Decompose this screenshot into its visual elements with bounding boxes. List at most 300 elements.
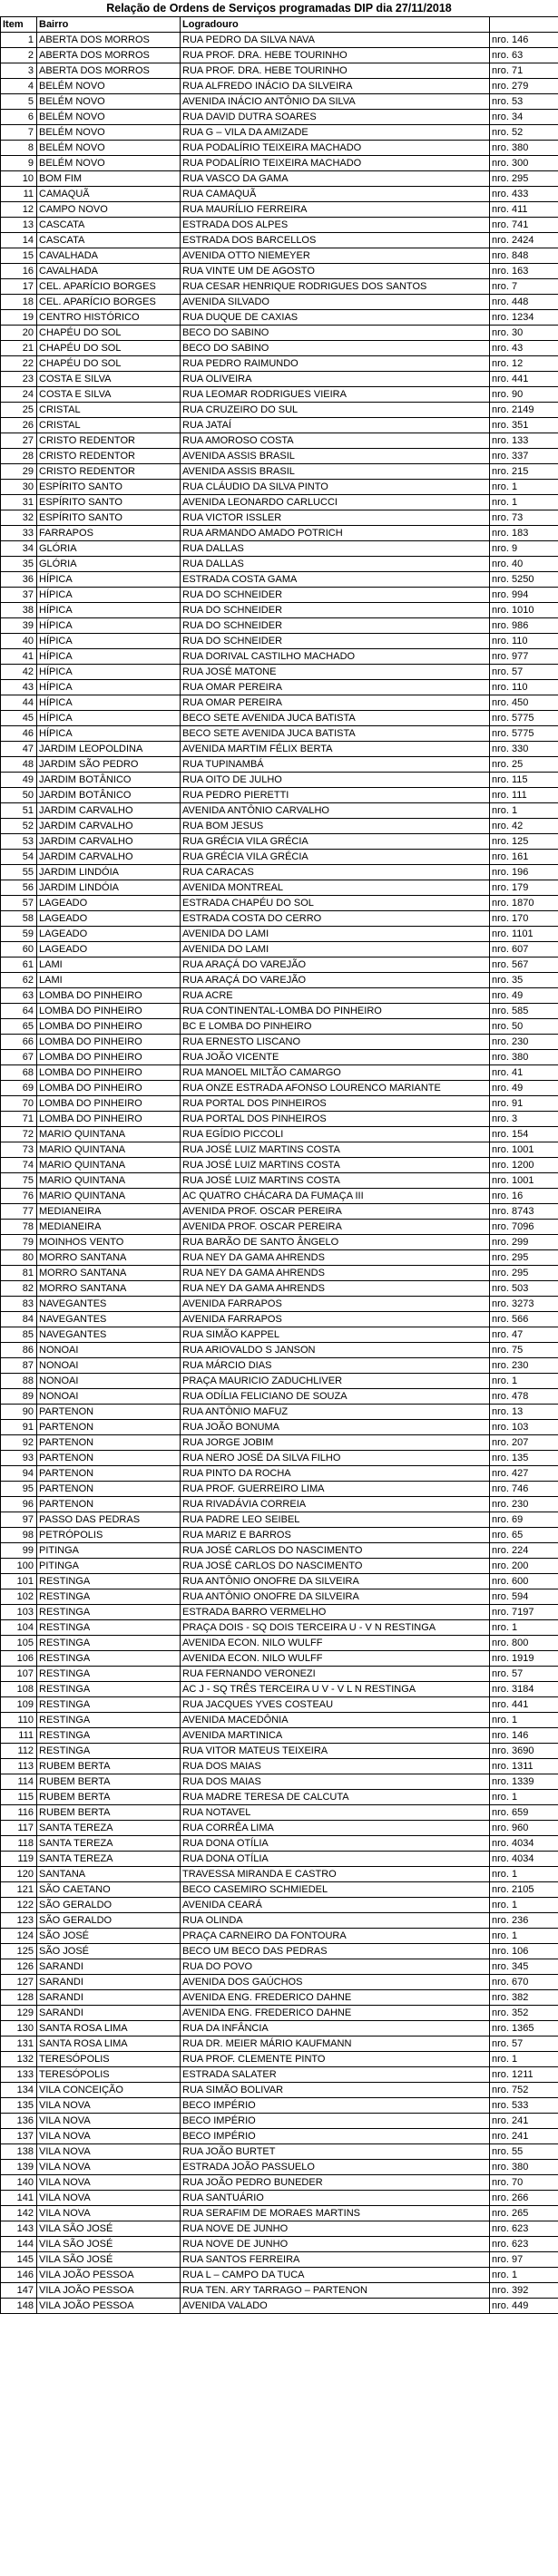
numero-cell: nro. 392 xyxy=(490,2283,558,2299)
logradouro-cell: RUA DONA OTÍLIA xyxy=(181,1852,490,1867)
table-row xyxy=(1,218,558,233)
table-row xyxy=(1,2160,558,2175)
numero-cell: nro. 52 xyxy=(490,125,558,141)
logradouro-cell: AC J - SQ TRÊS TERCEIRA U V - V L N RESTINGA xyxy=(181,1682,490,1697)
table-row xyxy=(1,141,558,156)
item-number-cell: 114 xyxy=(1,1774,37,1790)
logradouro-cell: RUA CESAR HENRIQUE RODRIGUES DOS SANTOS xyxy=(181,279,490,295)
bairro-cell: RESTINGA xyxy=(37,1682,181,1697)
table-row xyxy=(1,788,558,803)
logradouro-cell: PRAÇA DOIS - SQ DOIS TERCEIRA U - V N RESTINGA xyxy=(181,1620,490,1636)
item-number-cell: 13 xyxy=(1,218,37,233)
bairro-cell: SÃO GERALDO xyxy=(37,1898,181,1913)
bairro-cell: MARIO QUINTANA xyxy=(37,1142,181,1158)
numero-cell: nro. 196 xyxy=(490,865,558,880)
numero-cell: nro. 433 xyxy=(490,187,558,202)
bairro-cell: VILA NOVA xyxy=(37,2129,181,2144)
logradouro-cell: BECO SETE AVENIDA JUCA BATISTA xyxy=(181,726,490,742)
table-row xyxy=(1,1697,558,1713)
numero-cell: nro. 1 xyxy=(490,495,558,510)
logradouro-cell: AVENIDA OTTO NIEMEYER xyxy=(181,248,490,264)
numero-cell: nro. 1001 xyxy=(490,1142,558,1158)
table-row xyxy=(1,1559,558,1574)
table-row xyxy=(1,988,558,1004)
item-number-cell: 92 xyxy=(1,1435,37,1451)
logradouro-cell: RUA NOTAVEL xyxy=(181,1805,490,1821)
bairro-cell: HÍPICA xyxy=(37,695,181,711)
bairro-cell: LAMI xyxy=(37,957,181,973)
table-row xyxy=(1,911,558,927)
numero-cell: nro. 25 xyxy=(490,757,558,773)
item-number-cell: 58 xyxy=(1,911,37,927)
logradouro-cell: RUA GRÉCIA VILA GRÉCIA xyxy=(181,834,490,850)
numero-cell: nro. 380 xyxy=(490,1050,558,1065)
logradouro-cell: RUA NEY DA GAMA AHRENDS xyxy=(181,1266,490,1281)
logradouro-cell: RUA PODALÍRIO TEIXEIRA MACHADO xyxy=(181,156,490,171)
logradouro-cell: RUA DALLAS xyxy=(181,557,490,572)
logradouro-cell: RUA DO POVO xyxy=(181,1959,490,1975)
bairro-cell: CHAPÉU DO SOL xyxy=(37,341,181,356)
logradouro-cell: RUA GRÉCIA VILA GRÉCIA xyxy=(181,850,490,865)
item-number-cell: 44 xyxy=(1,695,37,711)
table-row xyxy=(1,726,558,742)
table-row xyxy=(1,33,558,48)
logradouro-cell: RUA NERO JOSÉ DA SILVA FILHO xyxy=(181,1451,490,1466)
bairro-cell: LOMBA DO PINHEIRO xyxy=(37,1035,181,1050)
item-number-cell: 74 xyxy=(1,1158,37,1173)
logradouro-cell: RUA DAVID DUTRA SOARES xyxy=(181,110,490,125)
logradouro-cell: RUA PEDRO PIERETTI xyxy=(181,788,490,803)
bairro-cell: RESTINGA xyxy=(37,1697,181,1713)
bairro-cell: JARDIM CARVALHO xyxy=(37,803,181,819)
numero-cell: nro. 300 xyxy=(490,156,558,171)
logradouro-cell: RUA ONZE ESTRADA AFONSO LOURENCO MARIANTE xyxy=(181,1081,490,1096)
table-row xyxy=(1,403,558,418)
item-number-cell: 59 xyxy=(1,927,37,942)
bairro-cell: MOINHOS VENTO xyxy=(37,1235,181,1250)
bairro-cell: CEL. APARÍCIO BORGES xyxy=(37,295,181,310)
numero-cell: nro. 12 xyxy=(490,356,558,372)
numero-cell: nro. 1 xyxy=(490,1374,558,1389)
numero-cell: nro. 125 xyxy=(490,834,558,850)
numero-cell: nro. 50 xyxy=(490,1019,558,1035)
numero-cell: nro. 73 xyxy=(490,510,558,526)
numero-cell: nro. 49 xyxy=(490,1081,558,1096)
item-number-cell: 146 xyxy=(1,2268,37,2283)
item-number-cell: 96 xyxy=(1,1497,37,1512)
logradouro-cell: RUA DONA OTÍLIA xyxy=(181,1836,490,1852)
numero-cell: nro. 295 xyxy=(490,171,558,187)
numero-cell: nro. 110 xyxy=(490,680,558,695)
item-number-cell: 122 xyxy=(1,1898,37,1913)
logradouro-cell: RUA SANTOS FERREIRA xyxy=(181,2252,490,2268)
logradouro-cell: ESTRADA COSTA DO CERRO xyxy=(181,911,490,927)
logradouro-cell: RUA CRUZEIRO DO SUL xyxy=(181,403,490,418)
logradouro-cell: BECO DO SABINO xyxy=(181,326,490,341)
item-number-cell: 106 xyxy=(1,1651,37,1667)
numero-cell: nro. 91 xyxy=(490,1096,558,1112)
item-number-cell: 65 xyxy=(1,1019,37,1035)
logradouro-cell: RUA VINTE UM DE AGOSTO xyxy=(181,264,490,279)
numero-cell: nro. 670 xyxy=(490,1975,558,1990)
numero-cell: nro. 1311 xyxy=(490,1759,558,1774)
logradouro-cell: AVENIDA MARTINICA xyxy=(181,1728,490,1744)
table-row xyxy=(1,557,558,572)
bairro-cell: RESTINGA xyxy=(37,1651,181,1667)
bairro-cell: BELÉM NOVO xyxy=(37,125,181,141)
bairro-cell: VILA NOVA xyxy=(37,2098,181,2114)
item-number-cell: 7 xyxy=(1,125,37,141)
item-number-cell: 82 xyxy=(1,1281,37,1297)
bairro-cell: RUBEM BERTA xyxy=(37,1759,181,1774)
item-number-cell: 9 xyxy=(1,156,37,171)
logradouro-cell: RUA JATAÍ xyxy=(181,418,490,433)
numero-cell: nro. 55 xyxy=(490,2144,558,2160)
table-row xyxy=(1,2006,558,2021)
logradouro-cell: RUA DALLAS xyxy=(181,541,490,557)
table-row xyxy=(1,1312,558,1327)
table-row xyxy=(1,1466,558,1482)
table-row xyxy=(1,2221,558,2237)
table-row xyxy=(1,634,558,649)
item-number-cell: 132 xyxy=(1,2052,37,2067)
numero-cell: nro. 230 xyxy=(490,1358,558,1374)
table-row xyxy=(1,2191,558,2206)
bairro-cell: CRISTO REDENTOR xyxy=(37,464,181,480)
item-number-cell: 41 xyxy=(1,649,37,665)
logradouro-cell: RUA JOSÉ MATONE xyxy=(181,665,490,680)
bairro-cell: RESTINGA xyxy=(37,1728,181,1744)
bairro-cell: NONOAI xyxy=(37,1374,181,1389)
numero-cell: nro. 3273 xyxy=(490,1297,558,1312)
item-number-cell: 141 xyxy=(1,2191,37,2206)
table-row xyxy=(1,2114,558,2129)
table-row xyxy=(1,973,558,988)
logradouro-cell: ESTRADA SALATER xyxy=(181,2067,490,2083)
item-number-cell: 70 xyxy=(1,1096,37,1112)
bairro-cell: VILA SÃO JOSÉ xyxy=(37,2221,181,2237)
bairro-cell: RESTINGA xyxy=(37,1574,181,1589)
item-number-cell: 69 xyxy=(1,1081,37,1096)
logradouro-cell: RUA OMAR PEREIRA xyxy=(181,680,490,695)
logradouro-cell: RUA ARMANDO AMADO POTRICH xyxy=(181,526,490,541)
numero-cell: nro. 427 xyxy=(490,1466,558,1482)
item-number-cell: 48 xyxy=(1,757,37,773)
table-row xyxy=(1,310,558,326)
numero-cell: nro. 3 xyxy=(490,1112,558,1127)
item-number-cell: 26 xyxy=(1,418,37,433)
logradouro-cell: BECO UM BECO DAS PEDRAS xyxy=(181,1944,490,1959)
table-row xyxy=(1,48,558,63)
logradouro-cell: RUA JOSÉ CARLOS DO NASCIMENTO xyxy=(181,1543,490,1559)
table-row xyxy=(1,433,558,449)
bairro-cell: PARTENON xyxy=(37,1466,181,1482)
numero-cell: nro. 1010 xyxy=(490,603,558,618)
numero-cell: nro. 215 xyxy=(490,464,558,480)
numero-cell: nro. 241 xyxy=(490,2129,558,2144)
logradouro-cell: ESTRADA CHAPÉU DO SOL xyxy=(181,896,490,911)
logradouro-cell: AVENIDA ASSIS BRASIL xyxy=(181,464,490,480)
logradouro-cell: RUA ACRE xyxy=(181,988,490,1004)
bairro-cell: LAGEADO xyxy=(37,911,181,927)
item-number-cell: 36 xyxy=(1,572,37,588)
item-number-cell: 68 xyxy=(1,1065,37,1081)
bairro-cell: VILA JOÃO PESSOA xyxy=(37,2283,181,2299)
table-row xyxy=(1,1374,558,1389)
bairro-cell: HÍPICA xyxy=(37,634,181,649)
table-row xyxy=(1,495,558,510)
bairro-cell: NAVEGANTES xyxy=(37,1312,181,1327)
table-row xyxy=(1,1867,558,1882)
bairro-cell: CASCATA xyxy=(37,233,181,248)
item-number-cell: 12 xyxy=(1,202,37,218)
numero-cell: nro. 230 xyxy=(490,1035,558,1050)
bairro-cell: SANTA TEREZA xyxy=(37,1836,181,1852)
table-row xyxy=(1,510,558,526)
bairro-cell: LOMBA DO PINHEIRO xyxy=(37,1096,181,1112)
bairro-cell: JARDIM BOTÂNICO xyxy=(37,773,181,788)
bairro-cell: MORRO SANTANA xyxy=(37,1281,181,1297)
table-row xyxy=(1,1327,558,1343)
item-number-cell: 110 xyxy=(1,1713,37,1728)
item-number-cell: 139 xyxy=(1,2160,37,2175)
bairro-cell: TERESÓPOLIS xyxy=(37,2067,181,2083)
table-row xyxy=(1,449,558,464)
table-row xyxy=(1,1266,558,1281)
table-row xyxy=(1,803,558,819)
numero-cell: nro. 43 xyxy=(490,341,558,356)
bairro-cell: RESTINGA xyxy=(37,1605,181,1620)
item-number-cell: 60 xyxy=(1,942,37,957)
table-row xyxy=(1,1821,558,1836)
numero-cell: nro. 1 xyxy=(490,1898,558,1913)
bairro-cell: NONOAI xyxy=(37,1389,181,1405)
logradouro-cell: RUA PORTAL DOS PINHEIROS xyxy=(181,1112,490,1127)
item-number-cell: 80 xyxy=(1,1250,37,1266)
item-number-cell: 79 xyxy=(1,1235,37,1250)
numero-cell: nro. 448 xyxy=(490,295,558,310)
logradouro-cell: AVENIDA INÁCIO ANTÔNIO DA SILVA xyxy=(181,94,490,110)
numero-cell: nro. 1 xyxy=(490,480,558,495)
numero-cell: nro. 57 xyxy=(490,1667,558,1682)
logradouro-cell: RUA G – VILA DA AMIZADE xyxy=(181,125,490,141)
logradouro-cell: RUA L – CAMPO DA TUCA xyxy=(181,2268,490,2283)
logradouro-cell: RUA MAURÍLIO FERREIRA xyxy=(181,202,490,218)
logradouro-cell: RUA NEY DA GAMA AHRENDS xyxy=(181,1281,490,1297)
numero-cell: nro. 1234 xyxy=(490,310,558,326)
bairro-cell: PITINGA xyxy=(37,1559,181,1574)
header-numero xyxy=(490,17,558,33)
numero-cell: nro. 40 xyxy=(490,557,558,572)
table-row xyxy=(1,2252,558,2268)
table-row xyxy=(1,896,558,911)
logradouro-cell: RUA PINTO DA ROCHA xyxy=(181,1466,490,1482)
table-row xyxy=(1,1343,558,1358)
numero-cell: nro. 533 xyxy=(490,2098,558,2114)
logradouro-cell: AVENIDA ENG. FREDERICO DAHNE xyxy=(181,2006,490,2021)
item-number-cell: 71 xyxy=(1,1112,37,1127)
table-row xyxy=(1,1913,558,1929)
table-row xyxy=(1,1605,558,1620)
item-number-cell: 6 xyxy=(1,110,37,125)
numero-cell: nro. 1 xyxy=(490,1713,558,1728)
bairro-cell: HÍPICA xyxy=(37,588,181,603)
logradouro-cell: RUA DO SCHNEIDER xyxy=(181,634,490,649)
item-number-cell: 113 xyxy=(1,1759,37,1774)
table-row xyxy=(1,1651,558,1667)
bairro-cell: PASSO DAS PEDRAS xyxy=(37,1512,181,1528)
item-number-cell: 4 xyxy=(1,79,37,94)
numero-cell: nro. 449 xyxy=(490,2299,558,2314)
table-row xyxy=(1,2129,558,2144)
table-row xyxy=(1,1959,558,1975)
item-number-cell: 40 xyxy=(1,634,37,649)
logradouro-cell: RUA PORTAL DOS PINHEIROS xyxy=(181,1096,490,1112)
numero-cell: nro. 13 xyxy=(490,1405,558,1420)
table-row xyxy=(1,1713,558,1728)
logradouro-cell: RUA JACQUES YVES COSTEAU xyxy=(181,1697,490,1713)
logradouro-cell: RUA OLINDA xyxy=(181,1913,490,1929)
table-row xyxy=(1,387,558,403)
numero-cell: nro. 1919 xyxy=(490,1651,558,1667)
numero-cell: nro. 224 xyxy=(490,1543,558,1559)
logradouro-cell: RUA PROF. CLEMENTE PINTO xyxy=(181,2052,490,2067)
bairro-cell: TERESÓPOLIS xyxy=(37,2052,181,2067)
numero-cell: nro. 266 xyxy=(490,2191,558,2206)
table-row xyxy=(1,2299,558,2314)
bairro-cell: ABERTA DOS MORROS xyxy=(37,63,181,79)
logradouro-cell: RUA DO SCHNEIDER xyxy=(181,618,490,634)
bairro-cell: SÃO CAETANO xyxy=(37,1882,181,1898)
numero-cell: nro. 1 xyxy=(490,1867,558,1882)
item-number-cell: 124 xyxy=(1,1929,37,1944)
numero-cell: nro. 295 xyxy=(490,1266,558,1281)
bairro-cell: PARTENON xyxy=(37,1420,181,1435)
numero-cell: nro. 70 xyxy=(490,2175,558,2191)
logradouro-cell: RUA CLÁUDIO DA SILVA PINTO xyxy=(181,480,490,495)
item-number-cell: 51 xyxy=(1,803,37,819)
table-row xyxy=(1,1574,558,1589)
bairro-cell: ABERTA DOS MORROS xyxy=(37,33,181,48)
numero-cell: nro. 146 xyxy=(490,33,558,48)
bairro-cell: PARTENON xyxy=(37,1435,181,1451)
table-row xyxy=(1,695,558,711)
numero-cell: nro. 450 xyxy=(490,695,558,711)
item-number-cell: 53 xyxy=(1,834,37,850)
bairro-cell: VILA JOÃO PESSOA xyxy=(37,2268,181,2283)
item-number-cell: 123 xyxy=(1,1913,37,1929)
logradouro-cell: RUA JOÃO PEDRO BUNEDER xyxy=(181,2175,490,2191)
numero-cell: nro. 352 xyxy=(490,2006,558,2021)
numero-cell: nro. 330 xyxy=(490,742,558,757)
bairro-cell: MEDIANEIRA xyxy=(37,1220,181,1235)
numero-cell: nro. 1 xyxy=(490,1620,558,1636)
bairro-cell: LOMBA DO PINHEIRO xyxy=(37,1050,181,1065)
bairro-cell: HÍPICA xyxy=(37,603,181,618)
table-row xyxy=(1,1774,558,1790)
numero-cell: nro. 3184 xyxy=(490,1682,558,1697)
table-row xyxy=(1,63,558,79)
item-number-cell: 35 xyxy=(1,557,37,572)
table-row xyxy=(1,110,558,125)
logradouro-cell: RUA JOSÉ CARLOS DO NASCIMENTO xyxy=(181,1559,490,1574)
logradouro-cell: RUA VICTOR ISSLER xyxy=(181,510,490,526)
logradouro-cell: RUA ARAÇÁ DO VAREJÃO xyxy=(181,957,490,973)
bairro-cell: PETRÓPOLIS xyxy=(37,1528,181,1543)
logradouro-cell: RUA JOSÉ LUIZ MARTINS COSTA xyxy=(181,1142,490,1158)
item-number-cell: 129 xyxy=(1,2006,37,2021)
item-number-cell: 126 xyxy=(1,1959,37,1975)
item-number-cell: 32 xyxy=(1,510,37,526)
logradouro-cell: RUA OITO DE JULHO xyxy=(181,773,490,788)
item-number-cell: 33 xyxy=(1,526,37,541)
bairro-cell: ESPÍRITO SANTO xyxy=(37,495,181,510)
item-number-cell: 50 xyxy=(1,788,37,803)
logradouro-cell: RUA MARIZ E BARROS xyxy=(181,1528,490,1543)
bairro-cell: CHAPÉU DO SOL xyxy=(37,326,181,341)
item-number-cell: 85 xyxy=(1,1327,37,1343)
bairro-cell: RESTINGA xyxy=(37,1713,181,1728)
table-row xyxy=(1,588,558,603)
logradouro-cell: RUA JOÃO BURTET xyxy=(181,2144,490,2160)
table-row xyxy=(1,603,558,618)
table-row xyxy=(1,295,558,310)
bairro-cell: LOMBA DO PINHEIRO xyxy=(37,1112,181,1127)
item-number-cell: 105 xyxy=(1,1636,37,1651)
bairro-cell: HÍPICA xyxy=(37,665,181,680)
logradouro-cell: AVENIDA LEONARDO CARLUCCI xyxy=(181,495,490,510)
logradouro-cell: RUA CONTINENTAL-LOMBA DO PINHEIRO xyxy=(181,1004,490,1019)
numero-cell: nro. 1339 xyxy=(490,1774,558,1790)
item-number-cell: 112 xyxy=(1,1744,37,1759)
logradouro-cell: AVENIDA ASSIS BRASIL xyxy=(181,449,490,464)
table-row xyxy=(1,1004,558,1019)
table-row xyxy=(1,2283,558,2299)
bairro-cell: SANTANA xyxy=(37,1867,181,1882)
numero-cell: nro. 345 xyxy=(490,1959,558,1975)
bairro-cell: HÍPICA xyxy=(37,649,181,665)
numero-cell: nro. 1870 xyxy=(490,896,558,911)
bairro-cell: CASCATA xyxy=(37,218,181,233)
bairro-cell: VILA NOVA xyxy=(37,2114,181,2129)
item-number-cell: 19 xyxy=(1,310,37,326)
table-row xyxy=(1,1158,558,1173)
bairro-cell: JARDIM CARVALHO xyxy=(37,834,181,850)
table-row xyxy=(1,942,558,957)
logradouro-cell: RUA JORGE JOBIM xyxy=(181,1435,490,1451)
bairro-cell: SANTA TEREZA xyxy=(37,1852,181,1867)
bairro-cell: MARIO QUINTANA xyxy=(37,1173,181,1189)
item-number-cell: 93 xyxy=(1,1451,37,1466)
item-number-cell: 117 xyxy=(1,1821,37,1836)
logradouro-cell: BECO CASEMIRO SCHMIEDEL xyxy=(181,1882,490,1898)
numero-cell: nro. 2105 xyxy=(490,1882,558,1898)
logradouro-cell: RUA DOS MAIAS xyxy=(181,1759,490,1774)
item-number-cell: 102 xyxy=(1,1589,37,1605)
item-number-cell: 39 xyxy=(1,618,37,634)
bairro-cell: HÍPICA xyxy=(37,711,181,726)
bairro-cell: RESTINGA xyxy=(37,1744,181,1759)
logradouro-cell: RUA BARÃO DE SANTO ÂNGELO xyxy=(181,1235,490,1250)
header-bairro: Bairro xyxy=(37,17,181,33)
bairro-cell: PARTENON xyxy=(37,1405,181,1420)
bairro-cell: CAMAQUÃ xyxy=(37,187,181,202)
table-row xyxy=(1,1389,558,1405)
numero-cell: nro. 623 xyxy=(490,2221,558,2237)
item-number-cell: 107 xyxy=(1,1667,37,1682)
item-number-cell: 144 xyxy=(1,2237,37,2252)
logradouro-cell: RUA ERNESTO LISCANO xyxy=(181,1035,490,1050)
